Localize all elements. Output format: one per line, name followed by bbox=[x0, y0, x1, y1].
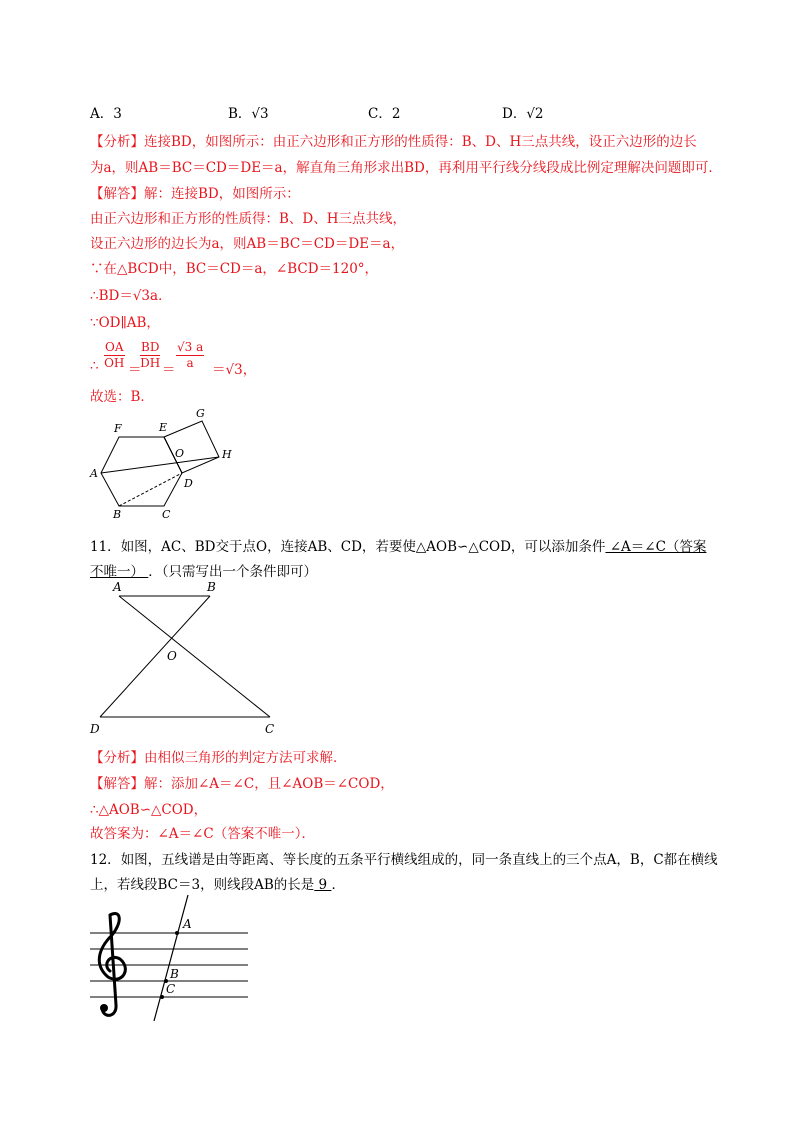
label-c: C bbox=[166, 982, 176, 996]
analysis-tag: 【分析】 bbox=[90, 750, 144, 766]
fraction-numerator: √3 a bbox=[177, 340, 204, 354]
label-a: A bbox=[90, 467, 98, 480]
label-a: A bbox=[183, 917, 192, 931]
q11-answer-line2: ∴△AOB∽△COD， bbox=[90, 802, 208, 818]
therefore-symbol: ∴ bbox=[90, 358, 99, 374]
option-value: √3 bbox=[251, 106, 269, 122]
label-b: B bbox=[170, 967, 179, 981]
transversal-line bbox=[154, 895, 188, 1021]
label-b: B bbox=[207, 580, 216, 594]
line-bd bbox=[100, 596, 210, 717]
q11-answer-line1 bbox=[90, 772, 394, 792]
q10-conclusion: 故选：B． bbox=[90, 389, 154, 405]
option-letter: A． bbox=[90, 106, 114, 122]
question-stem: 如图，五线谱是由等距离、等长度的五条平行横线组成的，同一条直线上的三个点A，B，C都在横线 bbox=[120, 852, 718, 868]
option-a bbox=[90, 102, 122, 122]
point-a bbox=[175, 931, 179, 935]
question-stem-end: ． bbox=[331, 877, 345, 893]
q11-stem-line1 bbox=[90, 535, 706, 555]
music-staff-figure bbox=[88, 895, 253, 1025]
analysis-tag: 【分析】 bbox=[90, 134, 144, 150]
option-letter: D． bbox=[502, 106, 527, 122]
answer-blank-cont: 不唯一） bbox=[90, 564, 149, 580]
fraction-sqrt3a-a bbox=[176, 340, 204, 371]
option-b bbox=[228, 102, 269, 122]
line-ac bbox=[119, 596, 270, 717]
answer-tag: 【解答】 bbox=[90, 186, 144, 202]
answer-tag: 【解答】 bbox=[90, 776, 144, 792]
fraction-denominator: a bbox=[186, 356, 194, 370]
hexagon-square-figure bbox=[88, 405, 248, 525]
label-e: E bbox=[159, 421, 168, 434]
label-o: O bbox=[167, 649, 177, 663]
option-letter: B． bbox=[228, 106, 252, 122]
bowtie-figure bbox=[85, 578, 295, 738]
q11-analysis bbox=[90, 746, 347, 766]
result-sqrt3: ＝√3， bbox=[212, 362, 257, 378]
q11-answer-line3: 故答案为：∠A＝∠C（答案不唯一）． bbox=[90, 826, 315, 842]
label-d: D bbox=[90, 722, 100, 736]
fraction-denominator: DH bbox=[140, 356, 161, 370]
option-value: √2 bbox=[526, 106, 544, 122]
question-number: 12． bbox=[90, 852, 121, 868]
option-letter: C． bbox=[368, 106, 392, 122]
option-c bbox=[368, 102, 400, 122]
label-c: C bbox=[162, 508, 171, 521]
question-stem-end: ．（只需写出一个条件即可） bbox=[148, 564, 318, 580]
q10-line6: ∵OD∥AB， bbox=[90, 315, 160, 331]
equals-sign: ＝ bbox=[128, 362, 142, 378]
q12-stem-line1 bbox=[90, 848, 718, 868]
option-value: 3 bbox=[113, 106, 122, 122]
question-stem: 如图，AC、BD交于点O，连接AB、CD，若要使△AOB∽△COD，可以添加条件 bbox=[120, 539, 606, 555]
fraction-bd-dh bbox=[140, 340, 160, 371]
answer-blank: 9 bbox=[314, 877, 332, 893]
q10-analysis-line1 bbox=[90, 130, 697, 150]
q10-line5: ∴BD＝√3a． bbox=[90, 288, 172, 304]
fraction-numerator: OA bbox=[105, 340, 124, 354]
q10-line2: 由正六边形和正方形的性质得：B、D、H三点共线， bbox=[90, 211, 407, 227]
q10-line4: ∵在△BCD中，BC＝CD＝a，∠BCD＝120°， bbox=[90, 261, 379, 277]
question-stem: 上，若线段BC＝3，则线段AB的长是 bbox=[90, 877, 315, 893]
fraction-numerator: BD bbox=[141, 340, 160, 354]
point-c bbox=[160, 995, 164, 999]
analysis-text: 连接BD，如图所示：由正六边形和正方形的性质得：B、D、H三点共线，设正六边形的边长 bbox=[144, 134, 697, 150]
label-d: D bbox=[184, 477, 193, 490]
label-g: G bbox=[196, 407, 205, 420]
label-b: B bbox=[113, 508, 122, 521]
answer-text: 解：连接BD，如图所示： bbox=[144, 186, 300, 202]
q10-line3: 设正六边形的边长为a，则AB＝BC＝CD＝DE＝a， bbox=[90, 236, 405, 252]
square-shape bbox=[164, 421, 219, 473]
q10-analysis-line2: 为a，则AB＝BC＝CD＝DE＝a，解直角三角形求出BD，再利用平行线分线段成比例定理解决问题即可． bbox=[90, 160, 722, 176]
label-o: O bbox=[175, 447, 185, 460]
treble-clef-icon bbox=[99, 914, 125, 1016]
option-value: 2 bbox=[391, 106, 401, 122]
answer-text: 解：添加∠A＝∠C，且∠AOB＝∠COD， bbox=[144, 776, 394, 792]
fraction-denominator: OH bbox=[104, 356, 125, 370]
question-number: 11． bbox=[90, 539, 121, 555]
equals-sign: ＝ bbox=[162, 362, 176, 378]
q11-stem-line2 bbox=[90, 560, 317, 580]
option-d bbox=[502, 102, 544, 122]
q12-stem-line2 bbox=[90, 873, 345, 893]
q10-answer-line1 bbox=[90, 182, 300, 202]
label-f: F bbox=[114, 422, 122, 435]
answer-blank: ∠A＝∠C（答案 bbox=[605, 539, 707, 555]
label-a: A bbox=[113, 580, 122, 594]
label-c: C bbox=[265, 722, 275, 736]
fraction-oa-oh bbox=[104, 340, 125, 371]
analysis-text: 由相似三角形的判定方法可求解． bbox=[144, 750, 347, 766]
label-h: H bbox=[222, 448, 232, 461]
